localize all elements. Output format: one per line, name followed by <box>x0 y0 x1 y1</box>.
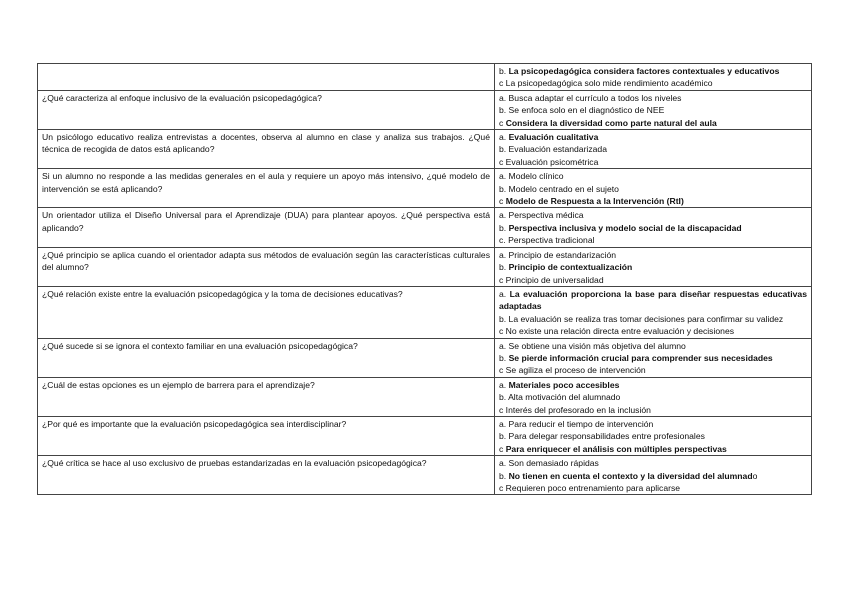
option-text: a. Modelo clínico <box>499 171 564 182</box>
table-row <box>38 247 812 286</box>
answer-option <box>499 352 807 364</box>
options-cell <box>495 338 812 377</box>
answer-option <box>499 418 807 430</box>
options-cell <box>495 456 812 495</box>
question-cell: ¿Qué principio se aplica cuando el orientador adapta sus métodos de evaluación según las características culturales del alumno? <box>38 247 495 286</box>
correct-answer-text: Se pierde información crucial para comprender sus necesidades <box>508 352 773 363</box>
options-cell <box>495 247 812 286</box>
option-text: a. <box>499 379 509 390</box>
option-text: b. La evaluación se realiza tras tomar decisiones para confirmar su validez <box>499 313 784 324</box>
answer-option <box>499 482 807 494</box>
correct-answer-text: La psicopedagógica considera factores contextuales y educativos <box>508 66 780 76</box>
table-row <box>38 286 812 338</box>
table-row <box>38 208 812 247</box>
options-cell <box>495 286 812 338</box>
options-cell <box>495 90 812 129</box>
answer-option <box>499 156 807 168</box>
question-cell: Un psicólogo educativo realiza entrevistas a docentes, observa al alumno en clase y analiza sus trabajos. ¿Qué técnica de recogida de datos está aplicando? <box>38 130 495 169</box>
option-text: c La psicopedagógica solo mide rendimiento académico <box>499 78 713 89</box>
table-row <box>38 456 812 495</box>
option-text: b. <box>499 262 509 273</box>
option-text: c. Perspectiva tradicional <box>499 235 595 246</box>
answer-option <box>499 313 807 325</box>
correct-answer-text: Materiales poco accesibles <box>508 379 620 390</box>
option-text: b. Alta motivación del alumnado <box>499 392 621 403</box>
answer-option <box>499 430 807 442</box>
answer-option <box>499 340 807 352</box>
quiz-table <box>37 63 812 495</box>
option-text: b. <box>499 352 509 363</box>
answer-option <box>499 234 807 246</box>
table-row <box>38 338 812 377</box>
question-cell <box>38 64 495 91</box>
correct-answer-text: La evaluación proporciona la base para diseñar respuestas educativas adaptadas <box>499 288 807 312</box>
option-text: a. <box>499 288 510 299</box>
option-text: b. <box>499 222 509 233</box>
answer-option <box>499 261 807 273</box>
option-text: a. Busca adaptar el currículo a todos los niveles <box>499 92 682 103</box>
option-text: b. Evaluación estandarizada <box>499 144 607 155</box>
answer-option <box>499 143 807 155</box>
option-text: c <box>499 443 506 454</box>
question-cell: ¿Por qué es importante que la evaluación psicopedagógica sea interdisciplinar? <box>38 416 495 455</box>
answer-option <box>499 104 807 116</box>
answer-option <box>499 404 807 416</box>
option-text: b. Modelo centrado en el sujeto <box>499 183 619 194</box>
option-text: c Evaluación psicométrica <box>499 156 599 167</box>
option-text: a. <box>499 132 509 143</box>
answer-option <box>499 249 807 261</box>
question-cell: ¿Qué relación existe entre la evaluación psicopedagógica y la toma de decisiones educativas? <box>38 286 495 338</box>
option-text: b. <box>499 66 509 76</box>
answer-option <box>499 209 807 221</box>
table-row <box>38 90 812 129</box>
options-cell <box>495 169 812 208</box>
question-cell: Un orientador utiliza el Diseño Universal para el Aprendizaje (DUA) para plantear apoyos. ¿Qué perspectiva está aplicando? <box>38 208 495 247</box>
answer-option <box>499 288 807 313</box>
answer-option <box>499 325 807 337</box>
option-text: b. Se enfoca solo en el diagnóstico de NEE <box>499 105 665 116</box>
option-text: c Se agiliza el proceso de intervención <box>499 365 646 376</box>
option-text: a. Perspectiva médica <box>499 210 584 221</box>
answer-option <box>499 379 807 391</box>
answer-option <box>499 457 807 469</box>
correct-answer-text: Considera la diversidad como parte natural del aula <box>505 117 717 128</box>
answer-option <box>499 77 807 89</box>
option-text: c Requieren poco entrenamiento para aplicarse <box>499 483 681 493</box>
option-text: c <box>499 196 506 207</box>
answer-option <box>499 117 807 129</box>
answer-option <box>499 470 807 482</box>
answer-option <box>499 65 807 77</box>
correct-answer-text: Evaluación cualitativa <box>508 132 599 143</box>
table-row <box>38 377 812 416</box>
option-text: b. <box>499 470 509 481</box>
option-text: a. Para reducir el tiempo de intervención <box>499 418 654 429</box>
answer-option <box>499 364 807 376</box>
correct-answer-text: Modelo de Respuesta a la Intervención (RtI) <box>505 196 684 207</box>
options-cell <box>495 208 812 247</box>
question-cell: ¿Qué caracteriza al enfoque inclusivo de la evaluación psicopedagógica? <box>38 90 495 129</box>
question-cell: ¿Cuál de estas opciones es un ejemplo de barrera para el aprendizaje? <box>38 377 495 416</box>
answer-option <box>499 391 807 403</box>
option-text: a. Son demasiado rápidas <box>499 458 599 469</box>
option-text: c Principio de universalidad <box>499 274 604 285</box>
correct-answer-text: Para enriquecer el análisis con múltiples perspectivas <box>505 443 727 454</box>
answer-option <box>499 222 807 234</box>
answer-option <box>499 170 807 182</box>
answer-option <box>499 443 807 455</box>
correct-answer-text: Perspectiva inclusiva y modelo social de la discapacidad <box>508 222 742 233</box>
answer-option <box>499 183 807 195</box>
answer-option <box>499 92 807 104</box>
question-cell: ¿Qué crítica se hace al uso exclusivo de pruebas estandarizadas en la evaluación psicopedagógica? <box>38 456 495 495</box>
option-text: a. Principio de estandarización <box>499 249 617 260</box>
table-row <box>38 169 812 208</box>
option-text: b. Para delegar responsabilidades entre profesionales <box>499 431 705 442</box>
answer-option <box>499 131 807 143</box>
quiz-table-body <box>38 64 812 495</box>
table-row <box>38 130 812 169</box>
question-cell: Si un alumno no responde a las medidas generales en el aula y requiere un apoyo más intensivo, ¿qué modelo de intervención se está aplicando? <box>38 169 495 208</box>
answer-option <box>499 274 807 286</box>
options-cell <box>495 64 812 91</box>
options-cell <box>495 377 812 416</box>
question-cell: ¿Qué sucede si se ignora el contexto familiar en una evaluación psicopedagógica? <box>38 338 495 377</box>
correct-answer-text: No tienen en cuenta el contexto y la diversidad del alumnad <box>508 470 753 481</box>
options-cell <box>495 416 812 455</box>
option-text: c Interés del profesorado en la inclusión <box>499 404 651 415</box>
option-tail-text: o <box>752 470 758 481</box>
answer-option <box>499 195 807 207</box>
correct-answer-text: Principio de contextualización <box>508 262 633 273</box>
option-text: c No existe una relación directa entre evaluación y decisiones <box>499 326 735 337</box>
option-text: c <box>499 117 506 128</box>
table-row <box>38 416 812 455</box>
option-text: a. Se obtiene una visión más objetiva del alumno <box>499 340 686 351</box>
table-row <box>38 64 812 91</box>
options-cell <box>495 130 812 169</box>
